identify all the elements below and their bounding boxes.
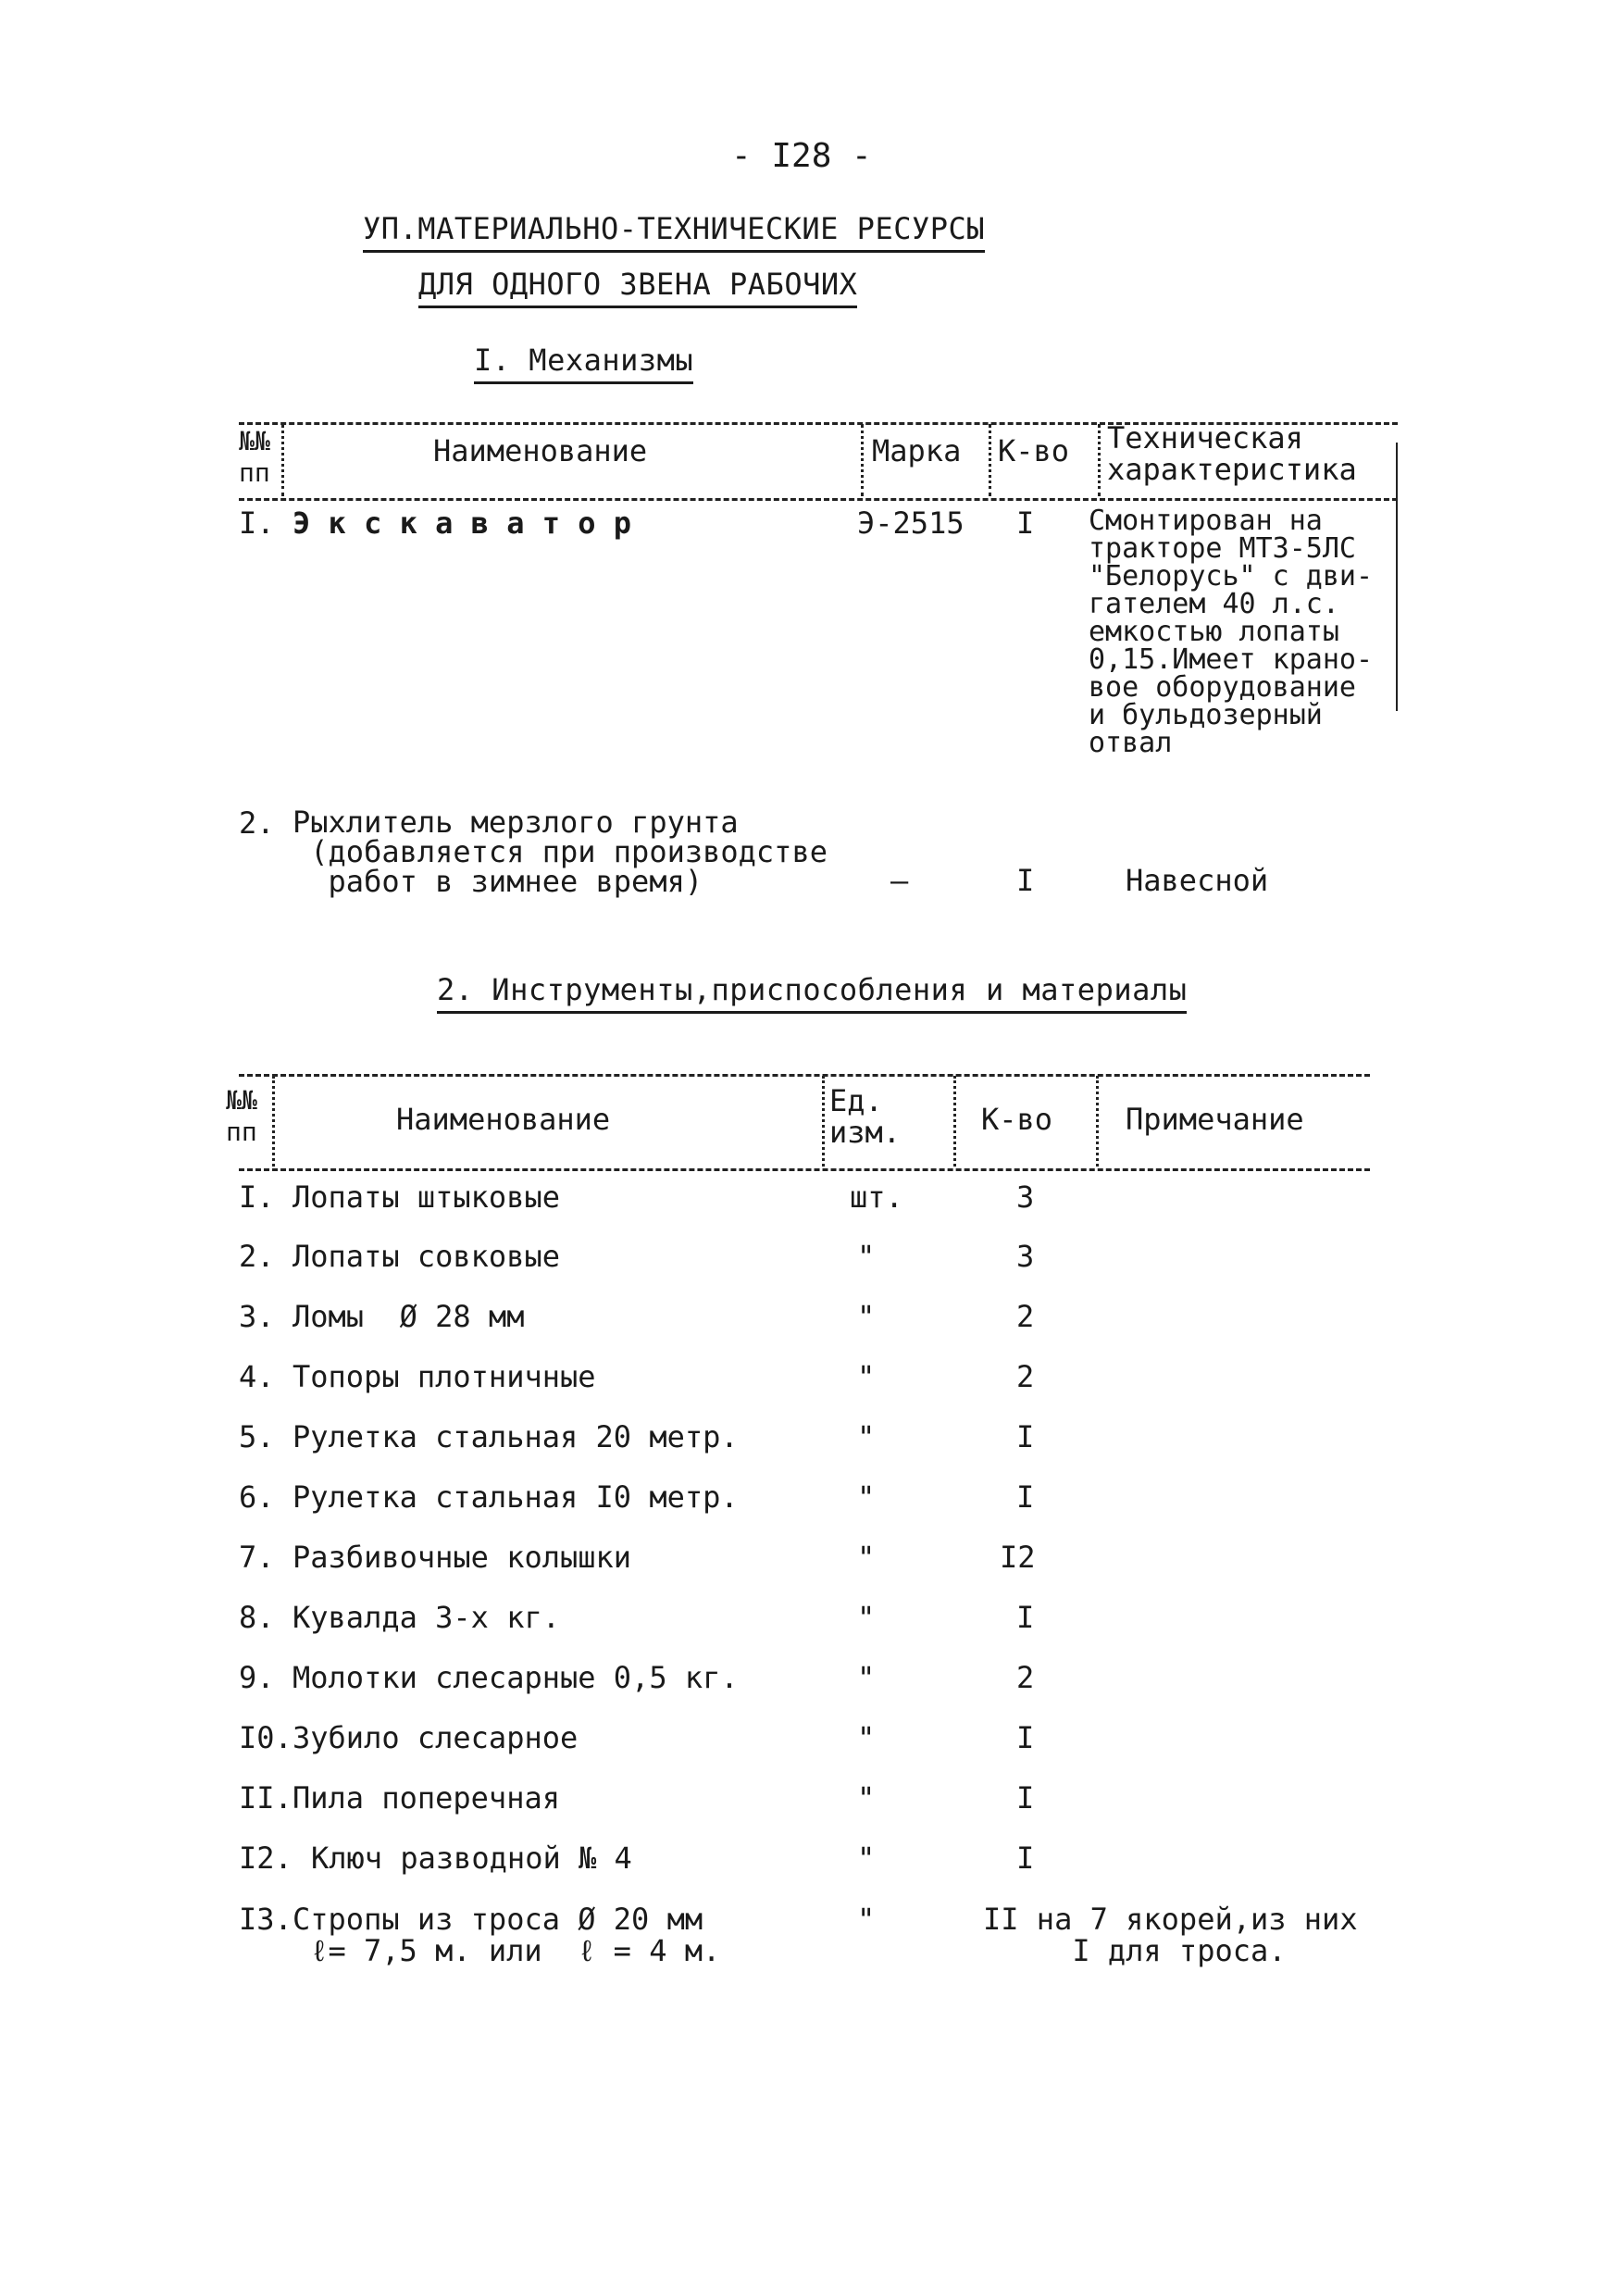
row-name: Рыхлитель мерзлого грунта (добавляется при производстве работ в зимнее время) xyxy=(292,805,828,899)
row-unit: " xyxy=(857,1359,876,1394)
row-num: I. xyxy=(239,505,275,541)
section-subtitle: ДЛЯ ОДНОГО ЗВЕНА РАБОЧИХ xyxy=(418,267,857,308)
row-unit: шт. xyxy=(850,1179,903,1215)
row-num: I0. xyxy=(239,1720,292,1755)
row-qty: I xyxy=(1016,1479,1035,1515)
column-divider xyxy=(861,424,864,496)
row-qty: II на 7 якорей,из них I для троса. xyxy=(983,1902,1358,1968)
header-unit: Ед. изм. xyxy=(829,1083,902,1150)
row-qty: I xyxy=(1016,1720,1035,1755)
row-unit: " xyxy=(857,1600,876,1635)
row-spec: Смонтирован на тракторе МТЗ-5ЛС "Белорусь" с дви- гателем 40 л.с. емкостью лопаты 0,15.Имеет крано- вое оборудование и бульдозерный отвал xyxy=(1089,505,1374,759)
column-divider xyxy=(953,1076,956,1167)
row-unit: " xyxy=(857,1299,876,1334)
row-num: 2. xyxy=(239,1239,275,1274)
row-num: 7. xyxy=(239,1540,275,1575)
column-divider xyxy=(1096,1076,1099,1167)
row-qty: I xyxy=(1016,1600,1035,1635)
header-mark: Марка xyxy=(872,433,962,468)
row-qty: I xyxy=(1016,863,1035,898)
row-mark: Э-2515 xyxy=(857,505,965,541)
row-name: Разбивочные колышки xyxy=(292,1540,632,1575)
row-name: Лопаты совковые xyxy=(292,1239,560,1274)
row-unit: " xyxy=(857,1780,876,1816)
header-num: №№ пп xyxy=(226,1085,257,1147)
row-name: Рулетка стальная I0 метр. xyxy=(292,1479,739,1515)
row-qty: 2 xyxy=(1016,1299,1035,1334)
header-name: Наименование xyxy=(433,433,648,468)
row-unit: " xyxy=(857,1540,876,1575)
row-name: Э к с к а в а т о р xyxy=(292,505,632,541)
column-divider xyxy=(1396,443,1398,711)
column-divider xyxy=(822,1076,825,1167)
row-qty: 2 xyxy=(1016,1660,1035,1695)
header-qty: К-во xyxy=(998,433,1070,468)
row-mark: – xyxy=(890,863,909,898)
header-qty: К-во xyxy=(981,1102,1053,1137)
table-rule xyxy=(239,1168,1370,1171)
row-qty: I xyxy=(1016,1841,1035,1876)
row-num: 8. xyxy=(239,1600,275,1635)
table-rule xyxy=(239,1074,1370,1077)
column-divider xyxy=(272,1076,275,1167)
row-unit: " xyxy=(857,1479,876,1515)
row-name: Пила поперечная xyxy=(292,1780,560,1816)
row-num: 4. xyxy=(239,1359,275,1394)
table-rule xyxy=(239,498,1398,501)
row-qty: I2 xyxy=(1000,1540,1036,1575)
row-unit: " xyxy=(857,1720,876,1755)
row-unit: " xyxy=(857,1902,876,1937)
row-qty: I xyxy=(1016,1780,1035,1816)
row-name: Ключ разводной № 4 xyxy=(311,1841,632,1876)
row-num: I3. xyxy=(239,1902,292,1937)
row-name: Стропы из троса Ø 20 мм ℓ= 7,5 м. или ℓ = 4 м. xyxy=(292,1902,721,1968)
row-num: 3. xyxy=(239,1299,275,1334)
mechanisms-title: I. Механизмы xyxy=(474,343,693,384)
row-num: 5. xyxy=(239,1419,275,1454)
row-name: Рулетка стальная 20 метр. xyxy=(292,1419,739,1454)
header-num: №№ пп xyxy=(239,426,270,488)
column-divider xyxy=(1098,424,1101,496)
row-name: Молотки слесарные 0,5 кг. xyxy=(292,1660,739,1695)
row-unit: " xyxy=(857,1419,876,1454)
column-divider xyxy=(281,424,284,496)
row-unit: " xyxy=(857,1239,876,1274)
row-name: Ломы Ø 28 мм xyxy=(292,1299,525,1334)
row-qty: 3 xyxy=(1016,1239,1035,1274)
header-note: Примечание xyxy=(1126,1102,1304,1137)
row-num: II. xyxy=(239,1780,292,1816)
column-divider xyxy=(989,424,991,496)
row-num: 2. xyxy=(239,805,275,841)
header-spec: Техническая характеристика xyxy=(1107,420,1357,487)
row-name: Зубило слесарное xyxy=(292,1720,579,1755)
row-name: Лопаты штыковые xyxy=(292,1179,560,1215)
section-title: УП.МАТЕРИАЛЬНО-ТЕХНИЧЕСКИЕ РЕСУРСЫ xyxy=(363,211,985,253)
row-unit: " xyxy=(857,1660,876,1695)
row-qty: I xyxy=(1016,505,1035,541)
row-qty: 3 xyxy=(1016,1179,1035,1215)
row-num: 6. xyxy=(239,1479,275,1515)
row-qty: 2 xyxy=(1016,1359,1035,1394)
page-number: - I28 - xyxy=(731,137,872,175)
row-spec: Навесной xyxy=(1126,863,1269,898)
tools-title: 2. Инструменты,приспособления и материалы xyxy=(437,972,1187,1014)
header-name: Наименование xyxy=(396,1102,611,1137)
row-qty: I xyxy=(1016,1419,1035,1454)
row-name: Кувалда 3-х кг. xyxy=(292,1600,560,1635)
row-num: I2. xyxy=(239,1841,292,1876)
row-num: I. xyxy=(239,1179,275,1215)
row-unit: " xyxy=(857,1841,876,1876)
row-name: Топоры плотничные xyxy=(292,1359,596,1394)
row-num: 9. xyxy=(239,1660,275,1695)
